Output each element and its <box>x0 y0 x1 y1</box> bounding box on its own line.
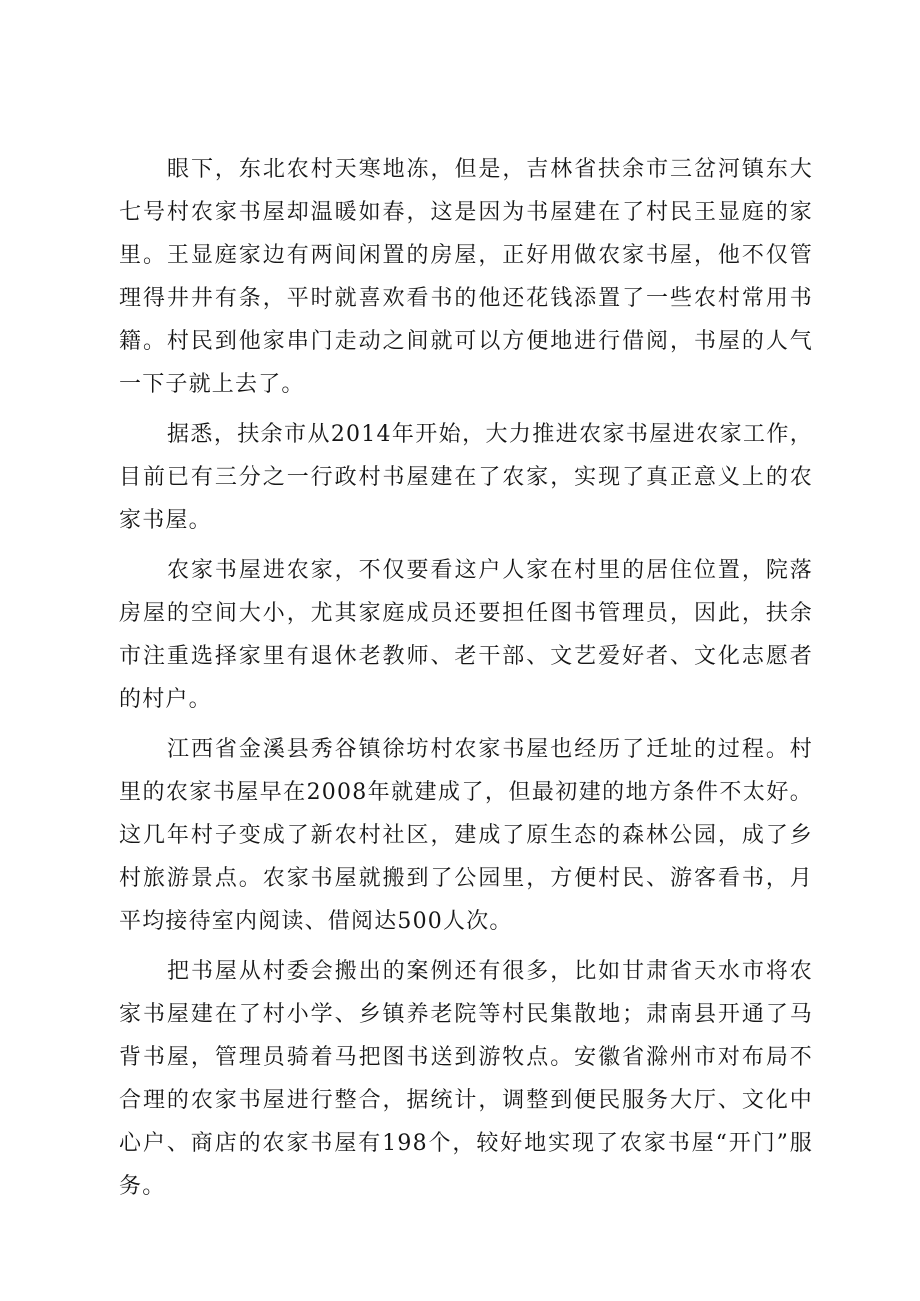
paragraph-1: 眼下，东北农村天寒地冻，但是，吉林省扶余市三岔河镇东大七号村农家书屋却温暖如春，这是因为书屋建在了村民王显庭的家里。王显庭家边有两间闲置的房屋，正好用做农家书屋，他不仅管理得井井有条，平时就喜欢看书的他还花钱添置了一些农村常用书籍。村民到他家串门走动之间就可以方便地进行借阅，书屋的人气一下子就上去了。 <box>119 157 813 397</box>
paragraph-4: 江西省金溪县秀谷镇徐坊村农家书屋也经历了迁址的过程。村里的农家书屋早在2008年就建成了，但最初建的地方条件不太好。这几年村子变成了新农村社区，建成了原生态的森林公园，成了乡村旅游景点。农家书屋就搬到了公园里，方便村民、游客看书，月平均接待室内阅读、借阅达500人次。 <box>119 737 813 934</box>
paragraph-2: 据悉，扶余市从2014年开始，大力推进农家书屋进农家工作，目前已有三分之一行政村书屋建在了农家，实现了真正意义上的农家书屋。 <box>119 422 813 533</box>
article-body <box>119 148 813 1215</box>
paragraph-5: 把书屋从村委会搬出的案例还有很多，比如甘肃省天水市将农家书屋建在了村小学、乡镇养老院等村民集散地；肃南县开通了马背书屋，管理员骑着马把图书送到游牧点。安徽省滁州市对布局不合理的农家书屋进行整合，据统计，调整到便民服务大厅、文化中心户、商店的农家书屋有198个，较好地实现了农家书屋“开门”服务。 <box>119 959 813 1199</box>
paragraph-3: 农家书屋进农家，不仅要看这户人家在村里的居住位置，院落房屋的空间大小，尤其家庭成员还要担任图书管理员，因此，扶余市注重选择家里有退休老教师、老干部、文艺爱好者、文化志愿者的村户。 <box>119 558 813 712</box>
